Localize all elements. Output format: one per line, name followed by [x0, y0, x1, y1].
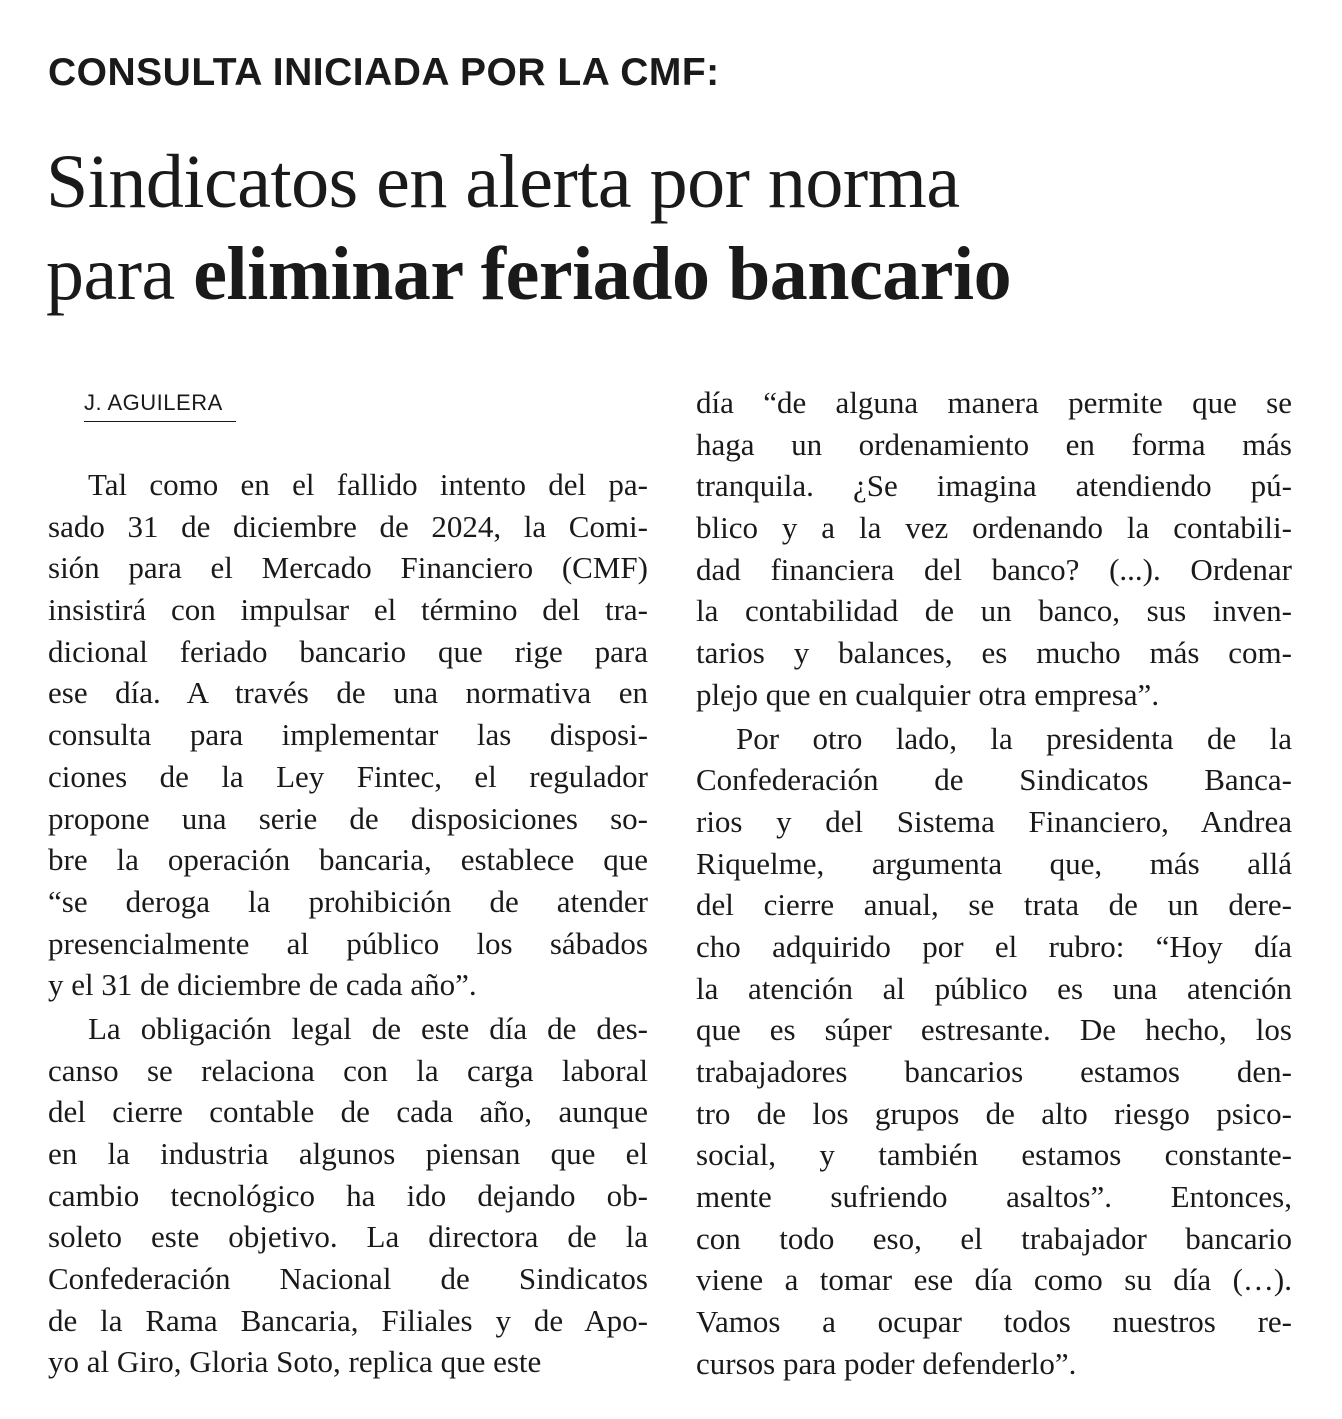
text-line: que es súper estresante. De hecho, los — [696, 1012, 1292, 1048]
text-line: plejo que en cualquier otra empresa”. — [696, 676, 1160, 712]
text-line: canso se relaciona con la carga laboral — [48, 1052, 648, 1088]
text-line: cho adquirido por el rubro: “Hoy día — [696, 928, 1292, 964]
text-line: la atención al público es una atención — [696, 970, 1292, 1006]
headline-line-2 — [46, 228, 1011, 320]
text-line: la contabilidad de un banco, sus inven- — [696, 593, 1292, 629]
text-line: sión para el Mercado Financiero (CMF) — [48, 550, 648, 586]
headline-line-1: Sindicatos en alerta por norma — [46, 140, 960, 224]
article-column-left — [48, 464, 648, 1383]
text-line: blico y a la vez ordenando la contabili- — [696, 510, 1292, 546]
text-line: tranquila. ¿Se imagina atendiendo pú- — [696, 468, 1292, 504]
text-line: del cierre anual, se trata de un dere- — [696, 887, 1292, 923]
text-line: La obligación legal de este día de des- — [88, 1010, 648, 1046]
text-line: rios y del Sistema Financiero, Andrea — [696, 803, 1292, 839]
section-kicker: CONSULTA INICIADA POR LA CMF: — [48, 51, 720, 94]
text-line: Confederación de Sindicatos Banca- — [696, 762, 1292, 798]
article-paragraph — [696, 382, 1292, 716]
text-line: trabajadores bancarios estamos den- — [696, 1054, 1292, 1089]
text-line: yo al Giro, Gloria Soto, replica que este — [48, 1344, 542, 1380]
headline — [46, 136, 1011, 320]
text-line: dicional feriado bancario que rige para — [48, 633, 648, 669]
text-line: presencialmente al público los sábados — [48, 925, 648, 961]
text-line: bre la operación bancaria, establece que — [48, 842, 648, 878]
text-line: en la industria algunos piensan que el — [48, 1136, 648, 1171]
text-line: “se deroga la prohibición de atender — [48, 883, 648, 919]
text-line: viene a tomar ese día como su día (…). — [696, 1262, 1292, 1298]
text-line: insistirá con impulsar el término del tra- — [48, 592, 648, 628]
text-line: consulta para implementar las disposi- — [48, 717, 648, 753]
text-line: social, y también estamos constante- — [696, 1137, 1292, 1173]
text-line: Confederación Nacional de Sindicatos — [48, 1261, 648, 1297]
text-line: de la Rama Bancaria, Filiales y de Apo- — [48, 1302, 648, 1338]
article-paragraph — [48, 1008, 648, 1383]
text-line: Riquelme, argumenta que, más allá — [696, 845, 1292, 881]
text-line: mente sufriendo asaltos”. Entonces, — [696, 1179, 1292, 1215]
text-line: del cierre contable de cada año, aunque — [48, 1094, 648, 1130]
text-line: y el 31 de diciembre de cada año”. — [48, 967, 477, 1003]
text-line: Por otro lado, la presidenta de la — [736, 720, 1292, 756]
article-paragraph — [696, 718, 1292, 1385]
headline-bold-part: eliminar feriado bancario — [193, 232, 1012, 316]
text-line: cambio tecnológico ha ido dejando ob- — [48, 1177, 648, 1213]
text-line: ciones de la Ley Fintec, el regulador — [48, 758, 648, 794]
text-line: sado 31 de diciembre de 2024, la Comi- — [48, 508, 648, 544]
text-line: soleto este objetivo. La directora de la — [48, 1219, 648, 1255]
text-line: día “de alguna manera permite que se — [696, 385, 1292, 420]
article-column-right — [696, 382, 1292, 1385]
text-line: propone una serie de disposiciones so- — [48, 800, 648, 836]
headline-light-part: para — [46, 232, 194, 316]
text-line: dad financiera del banco? (...). Ordenar — [696, 551, 1292, 587]
author-byline: J. AGUILERA — [84, 388, 236, 422]
article-paragraph — [48, 464, 648, 1006]
text-line: tro de los grupos de alto riesgo psico- — [696, 1095, 1292, 1131]
text-line: haga un ordenamiento en forma más — [696, 426, 1292, 462]
text-line: tarios y balances, es mucho más com- — [696, 635, 1292, 671]
text-line: Vamos a ocupar todos nuestros re- — [696, 1304, 1292, 1340]
text-line: con todo eso, el trabajador bancario — [696, 1220, 1292, 1256]
text-line: Tal como en el fallido intento del pa- — [88, 467, 648, 502]
text-line: ese día. A través de una normativa en — [48, 675, 648, 711]
text-line: cursos para poder defenderlo”. — [696, 1345, 1077, 1381]
